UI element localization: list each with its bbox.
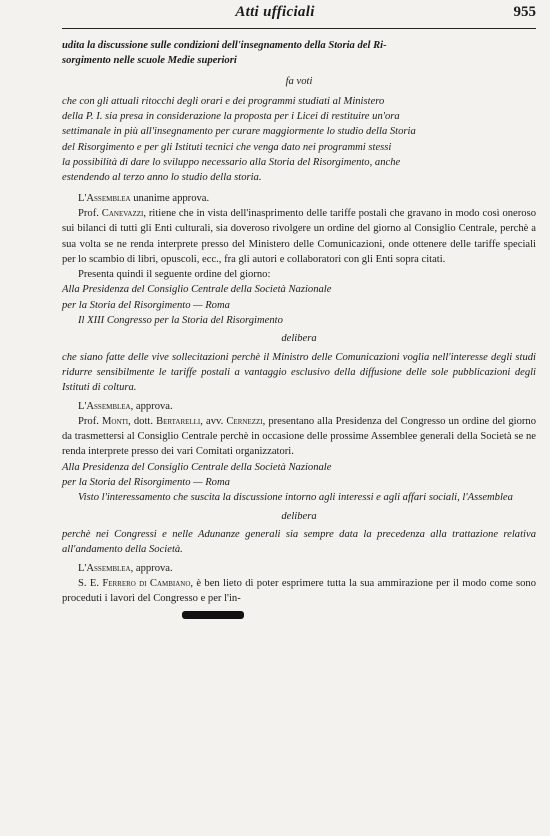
page-content — [62, 38, 536, 623]
paragraph-tariffe: che siano fatte delle vive sollecitazioni perchè il Ministro delle Comunicazioni voglia nell'interesse degli studi ridurre sensibilmente le tariffe postali a vantaggio esclusivo della diffusione delle sole pubblicazioni degli Istituti di coltura. — [62, 351, 536, 394]
delibera-heading: delibera — [281, 510, 317, 522]
assembly-approval-3: L'Assemblea, approva. — [78, 562, 173, 574]
paragraph-monti: Prof. Monti, dott. Bertarelli, avv. Cernezzi, presentano alla Presidenza del Congresso un ordine del giorno da trasmettersi al Consiglio Centrale perchè in occasione delle prossime Assemblee generali della Società se ne renda interprete presso dei vari Comitati organizzatori. — [62, 415, 536, 458]
paragraph-presenta: Presenta quindi il seguente ordine del giorno: — [78, 269, 271, 281]
line: sorgimento nelle scuole Medie superiori — [62, 55, 237, 67]
header-rule — [62, 28, 536, 29]
assembly-approval-2: L'Assemblea, approva. — [78, 400, 173, 412]
page-number: 955 — [513, 4, 536, 20]
ink-smudge — [182, 607, 536, 622]
paragraph-ferrero: S. E. Ferrero di Cambiano, è ben lieto di poter esprimere tutta la sua ammirazione per il modo come sono proceduti i lavori del Congresso e per l'in- — [62, 577, 536, 605]
address-line-1: Alla Presidenza del Consiglio Centrale della Società Nazionale — [62, 461, 332, 473]
address-line-2: per la Storia del Risorgimento — Roma — [62, 299, 230, 311]
paragraph-visto: Visto l'interessamento che suscita la discussione intorno agli interessi e agli affari sociali, l'Assemblea — [78, 492, 513, 504]
address-line-1: Alla Presidenza del Consiglio Centrale della Società Nazionale — [62, 284, 332, 296]
paragraph-udita — [62, 38, 536, 69]
paragraph-canevazzi: Prof. Canevazzi, ritiene che in vista dell'inasprimento delle tariffe postali che gravano in modo così oneroso sui bilanci di tutti gli Enti culturali, sia doveroso rivolgere un ordine del giorno al Consiglio Centrale, perchè a sua volta se ne renda interprete presso del Ministero delle Comunicazioni, onde ottenere delle tariffe speciali per lo scambio di libri, opuscoli, ecc., fra gli autori e collaboratori con gli Enti sopra citati. — [62, 207, 536, 265]
running-header-title: Atti ufficiali — [235, 4, 315, 20]
assembly-approval-1: L'Assemblea unanime approva. — [78, 192, 210, 204]
fa-voti-heading: fa voti — [285, 75, 313, 87]
line: udita la discussione sulle condizioni dell'insegnamento della Storia del Ri- — [62, 40, 387, 51]
address-line-2: per la Storia del Risorgimento — Roma — [62, 477, 230, 489]
congress-line: Il XIII Congresso per la Storia del Risorgimento — [78, 315, 283, 327]
delibera-heading: delibera — [281, 333, 317, 345]
paragraph-voti: che con gli attuali ritocchi degli orari e dei programmi studiati al Ministero della P. I. sia presa in considerazione la proposta per i Licei di restituire un'ora settimanale in più all'insegnamento per curare maggiormente lo studio della Storia del Risorgimento e per gli Istituti tecnici che venga dato nei programmi stessi la possibilità di dare lo sviluppo necessario alla Storia del Risorgimento, anche estendendo al terzo anno lo studio della storia. — [62, 95, 416, 184]
paragraph-precedenza: perchè nei Congressi e nelle Adunanze generali sia sempre data la precedenza alla trattazione relativa all'andamento della Società. — [62, 528, 536, 556]
